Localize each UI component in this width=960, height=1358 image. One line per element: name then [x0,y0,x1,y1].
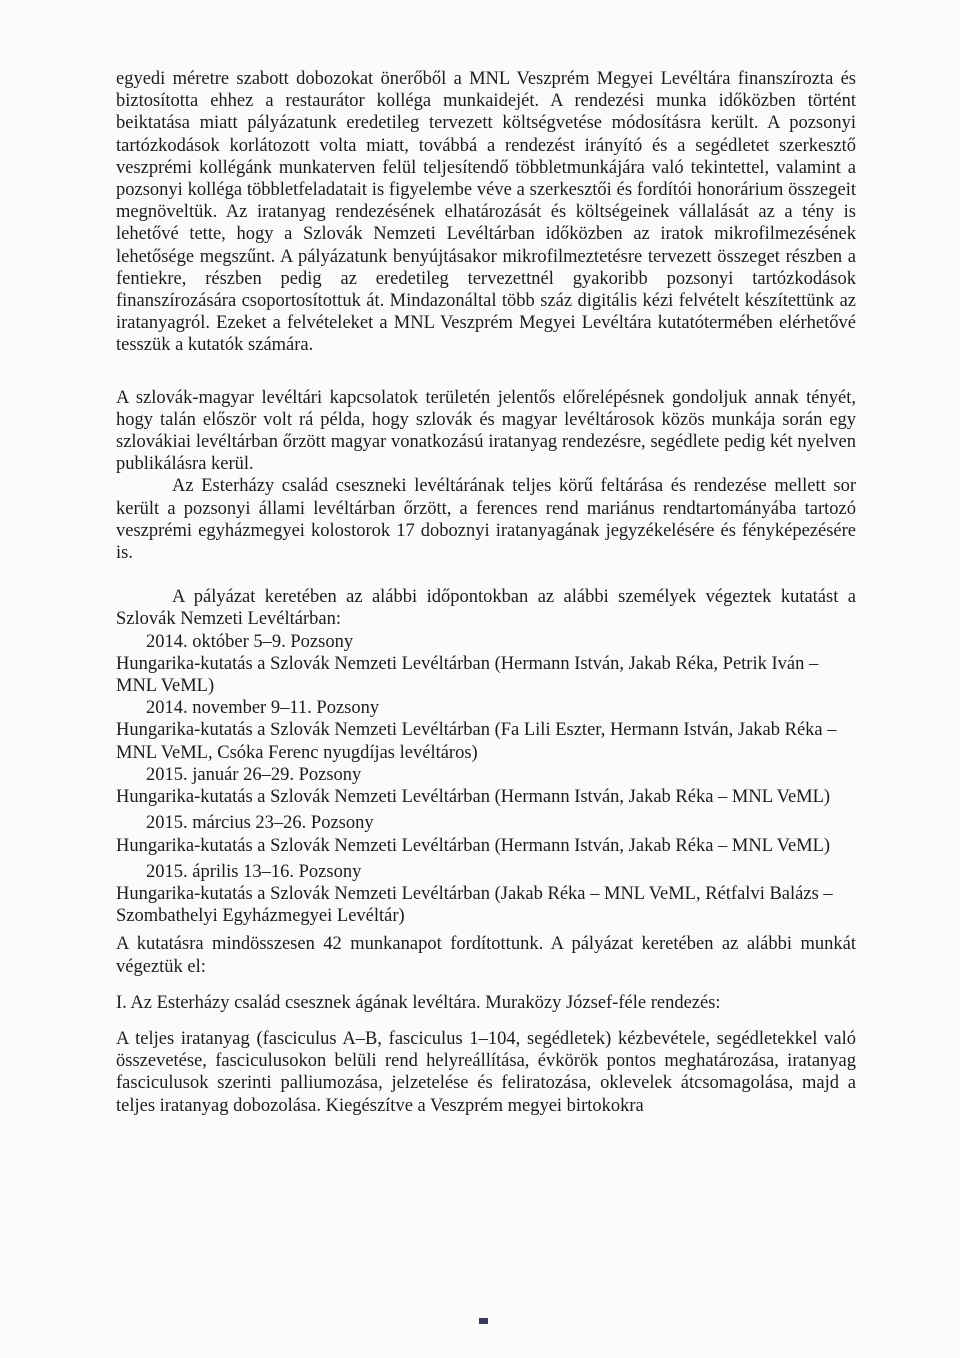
paragraph-cooperation: A szlovák-magyar levéltári kapcsolatok területén jelentős előrelépésnek gondoljuk annak tényét, hogy talán először volt rá példa, hogy szlovák és magyar levéltárosok közös munkája során egy szlovákiai levéltárban őrzött magyar vonatkozású iratanyag rendezésre, segédlete pedig két nyelven publikálásra kerül. [116,387,856,475]
visit-entry: Hungarika-kutatás a Szlovák Nemzeti Levéltárban (Hermann István, Jakab Réka – MNL VeML) [116,835,831,856]
visit-date: 2015. január 26–29. Pozsony [146,764,362,785]
page-marker [479,1318,488,1324]
paragraph-workdays: A kutatásra mindösszesen 42 munkanapot fordítottunk. A pályázat keretében az alábbi munkát végeztük el: [116,934,856,977]
visit-date: 2015. április 13–16. Pozsony [146,861,362,882]
paragraph-funding: egyedi méretre szabott dobozokat önerőből a MNL Veszprém Megyei Levéltára finanszírozta és biztosította ehhez a restaurátor kolléga munkaidejét. A rendezési munka időközben történt beiktatása miatt pályázatunk eredetileg tervezett költségvetése módosításra került. A pozsonyi tartózkodások korlátozott volta miatt, továbbá a rendezést irányító és a segédletet szerkesztő veszprémi kollégánk munkaterven felül teljesítendő többletmunkájára való tekintettel, valamint a pozsonyi kolléga többletfeladatait is figyelembe véve a szerkesztői és fordítói honorárium összegeit megnöveltük. Az iratanyag rendezésének elhatározását és költségeinek vállalását az a tény is lehetővé tette, hogy a Szlovák Nemzeti Levéltárban időközben az iratok mikrofilmezésének lehetősége megszűnt. A pályázatunk benyújtásakor mikrofilmeztetésre tervezett összeget részben a fentiekre, részben pedig az eredetileg tervezettnél gyakoribb pozsonyi tartózkodások finanszírozására csoportosítottuk át. Mindazonáltal több száz digitális kézi felvételt készítettünk az iratanyagról. Ezeket a felvételeket a MNL Veszprém Megyei Levéltára kutatótermében elérhetővé tesszük a kutatók számára. [116,69,856,356]
visit-entry: Hungarika-kutatás a Szlovák Nemzeti Levéltárban (Jakab Réka – MNL VeML, Rétfalvi Balázs – Szombathelyi Egyházmegyei Levéltár) [116,883,833,927]
paragraph-research-intro: A pályázat keretében az alábbi időpontokban az alábbi személyek végeztek kutatást a Szlovák Nemzeti Levéltárban: [116,587,856,630]
visit-date: 2014. november 9–11. Pozsony [146,698,380,719]
section-heading: I. Az Esterházy család csesznek ágának levéltára. Muraközy József-féle rendezés: [116,992,721,1013]
visit-entry: Hungarika-kutatás a Szlovák Nemzeti Levéltárban (Fa Lili Eszter, Hermann István, Jakab Réka – MNL VeML, Csóka Ferenc nyugdíjas levéltáros) [116,720,837,763]
visit-entry: Hungarika-kutatás a Szlovák Nemzeti Levéltárban (Hermann István, Jakab Réka – MNL VeML) [116,787,831,808]
visit-date: 2015. március 23–26. Pozsony [146,813,374,834]
visit-entry: Hungarika-kutatás a Szlovák Nemzeti Levéltárban (Hermann István, Jakab Réka, Petrik Iván – MNL VeML) [116,653,819,697]
paragraph-esterhazy: Az Esterházy család cseszneki levéltárának teljes körű feltárása és rendezése mellett sor került a pozsonyi állami levéltárban őrzött, a ferences rend mariánus rendtartományába tartozó veszprémi egyházmegyei kolostorok 17 doboznyi iratanyagának jegyzékelésére és fényképezésére is. [116,476,856,564]
paragraph-work-details: A teljes iratanyag (fasciculus A–B, fasciculus 1–104, segédletek) kézbevétele, segédletekkel való összevetése, fasciculusokon belüli rend helyreállítása, évkörök pontos meghatározása, iratanyag fasciculusok szerinti palliumozása, jelzetelése és feliratozása, oklevelek átcsomagolása, majd a teljes iratanyag dobozolása. Kiegészítve a Veszprém megyei birtokokra [116,1028,856,1116]
document-page [116,68,856,1117]
visit-date: 2014. október 5–9. Pozsony [146,631,354,652]
